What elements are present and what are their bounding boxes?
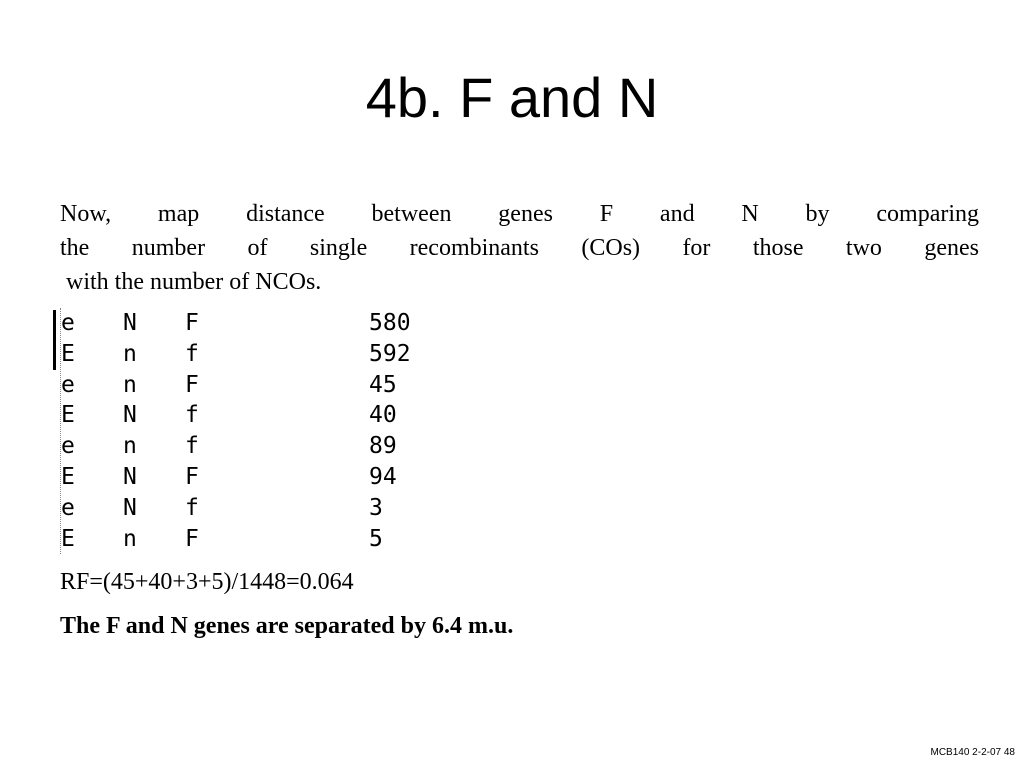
gene-e-allele: E (61, 340, 75, 367)
table-row (61, 493, 449, 524)
gene-n-allele: n (123, 340, 137, 367)
progeny-count: 3 (369, 494, 383, 521)
progeny-count: 94 (369, 463, 397, 490)
gene-f-allele: f (185, 433, 199, 460)
conclusion-text: The F and N genes are separated by 6.4 m.u. (60, 613, 514, 639)
intro-line: Now, map distance between genes F and N by comparing (60, 201, 979, 227)
table-row (61, 308, 449, 339)
table-row (61, 339, 449, 370)
table-row (61, 524, 449, 555)
slide-title: 4b. F and N (365, 66, 659, 129)
gene-e-allele: e (61, 433, 75, 460)
gene-n-allele: N (123, 463, 137, 490)
gene-e-allele: E (61, 402, 75, 429)
gene-n-allele: N (123, 494, 137, 521)
gene-n-allele: N (123, 310, 137, 336)
gene-f-allele: f (185, 340, 199, 367)
gene-f-allele: f (185, 402, 199, 429)
gene-e-allele: e (61, 371, 75, 398)
slide-footer: MCB140 2-2-07 48 (930, 747, 1015, 758)
progeny-count: 89 (369, 433, 397, 460)
table-row (61, 370, 449, 401)
gene-e-allele: e (61, 494, 75, 521)
progeny-count: 45 (369, 371, 397, 398)
gene-f-allele: F (185, 525, 199, 552)
table-row (61, 462, 449, 493)
gene-e-allele: E (61, 525, 75, 552)
gene-f-allele: f (185, 494, 199, 521)
gene-n-allele: n (123, 525, 137, 552)
cross-progeny-table (60, 308, 449, 554)
intro-paragraph (60, 197, 979, 299)
gene-n-allele: n (123, 433, 137, 460)
gene-f-allele: F (185, 463, 199, 490)
rf-formula: RF=(45+40+3+5)/1448=0.064 (60, 569, 354, 595)
progeny-count: 40 (369, 402, 397, 429)
table-row (61, 431, 449, 462)
gene-e-allele: E (61, 463, 75, 490)
gene-n-allele: N (123, 402, 137, 429)
gene-f-allele: F (185, 371, 199, 398)
text-cursor-bar (53, 310, 56, 370)
gene-n-allele: n (123, 371, 137, 398)
gene-f-allele: F (185, 310, 199, 336)
progeny-count: 580 (369, 310, 411, 336)
intro-line: with the number of NCOs. (66, 269, 322, 295)
intro-line: the number of single recombinants (COs) for those two genes (60, 235, 979, 261)
gene-e-allele: e (61, 310, 75, 336)
table-row (61, 400, 449, 431)
progeny-count: 5 (369, 525, 383, 552)
progeny-count: 592 (369, 340, 411, 367)
